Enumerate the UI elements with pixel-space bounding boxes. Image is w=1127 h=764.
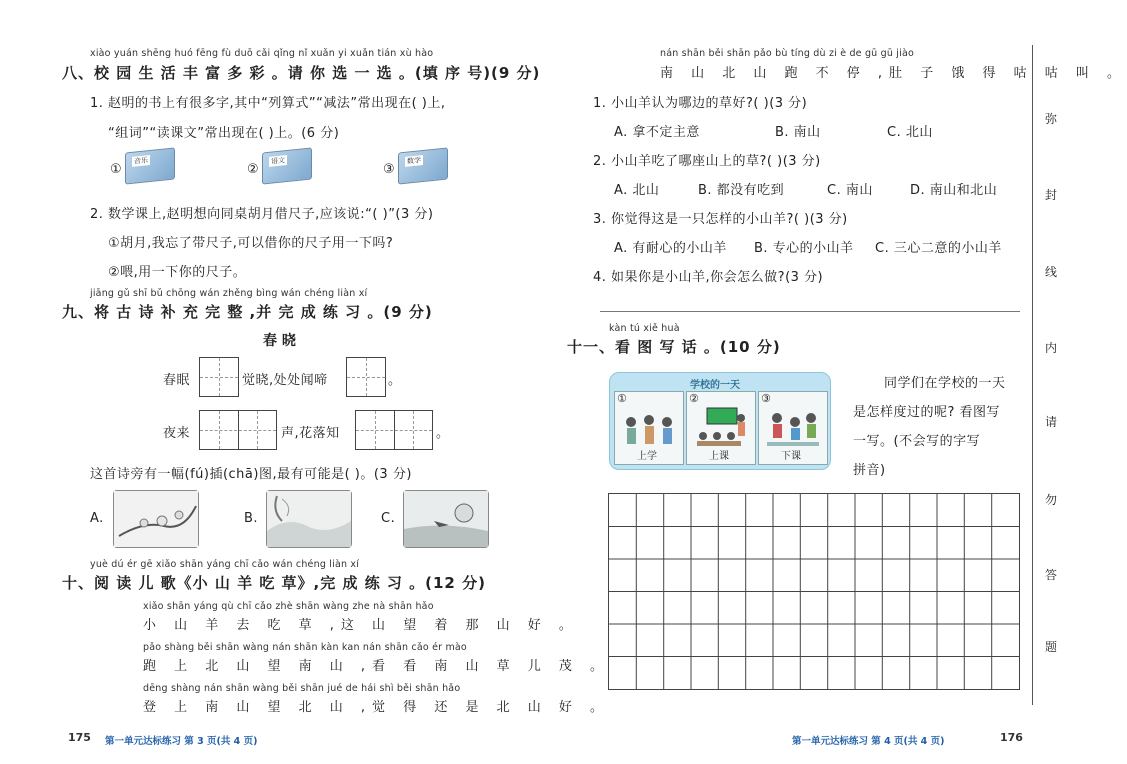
sec8-pinyin: xiào yuán shēng huó fēng fù duō cǎi qǐng nǐ xuǎn yi xuǎn tián xù hào <box>90 48 434 59</box>
grid-lines <box>609 494 1019 689</box>
playground-icon <box>765 408 821 448</box>
poem-line1-pre: 春眠 <box>163 373 191 388</box>
sec10-pinyin: yuè dú ér gē xiǎo shān yáng chī cǎo wán chéng liàn xí <box>90 559 360 570</box>
panel-label: 上课 <box>709 451 729 462</box>
side-text-4: 内 <box>1045 341 1058 355</box>
panel-arrive-image <box>614 391 684 465</box>
writing-grid[interactable] <box>608 493 1020 690</box>
q10-2-opt-b: B. 都没有吃到 <box>698 183 785 198</box>
book-label: 数学 <box>407 156 421 166</box>
option-b-label: B. <box>244 511 259 526</box>
book-label: 音乐 <box>134 156 148 166</box>
poem-line-2: 跑 上 北 山 望 南 山 ,看 看 南 山 草 儿 茂 。 <box>143 659 610 674</box>
panel-label: 下课 <box>781 451 801 462</box>
side-text-3: 线 <box>1045 265 1058 279</box>
q8-2-opt1: ①胡月,我忘了带尺子,可以借你的尺子用一下吗? <box>108 236 394 251</box>
blossom-branch-icon <box>114 491 198 547</box>
book-label: 语文 <box>271 156 285 166</box>
right-footer: 第一单元达标练习 第 4 页(共 4 页) <box>792 736 945 747</box>
sec10-title: 十、阅 读 儿 歌《小 山 羊 吃 草》,完 成 练 习 。(12 分) <box>62 574 486 592</box>
illustration-a-image[interactable] <box>113 490 199 548</box>
option-c-label: C. <box>381 511 396 526</box>
side-text-6: 勿 <box>1045 493 1058 507</box>
sec11-pinyin: kàn tú xiě huà <box>609 323 680 334</box>
book-chinese-image <box>262 147 312 184</box>
q10-1-opt-a: A. 拿不定主意 <box>614 125 700 140</box>
misty-landscape-icon <box>267 491 351 547</box>
sec9-pinyin: jiāng gǔ shī bǔ chōng wán zhěng bìng wán chéng liàn xí <box>90 288 368 299</box>
q10-2-opt-d: D. 南山和北山 <box>910 183 998 198</box>
poem-line1-mid: 觉晓,处处闻啼 <box>242 373 328 388</box>
lotus-pond-icon <box>404 491 488 547</box>
q8-2-opt2: ②喂,用一下你的尺子。 <box>108 265 247 280</box>
poem-line2-end: 。 <box>436 426 450 441</box>
left-page-number: 175 <box>68 731 91 744</box>
answer-box-1[interactable] <box>199 357 239 397</box>
book-music-image <box>125 147 175 184</box>
box-guide <box>356 430 432 431</box>
sec11-title: 十一、看 图 写 话 。(10 分) <box>567 338 781 356</box>
binding-line <box>1032 45 1033 705</box>
side-text-8: 题 <box>1045 640 1058 654</box>
q10-3-opt-c: C. 三心二意的小山羊 <box>875 241 1002 256</box>
q10-2-opt-a: A. 北山 <box>614 183 660 198</box>
box-guide <box>200 377 238 378</box>
school-day-picture <box>609 372 831 470</box>
writing-prompt-3: 一写。(不会写的字写 <box>853 434 981 449</box>
q10-3-opt-a: A. 有耐心的小山羊 <box>614 241 727 256</box>
q10-1-opt-b: B. 南山 <box>775 125 821 140</box>
q8-1-line1: 1. 赵明的书上有很多字,其中“列算式”“减法”常出现在( )上, <box>90 96 446 111</box>
sec8-title: 八、校 园 生 活 丰 富 多 彩 。请 你 选 一 选 。(填 序 号)(9 分) <box>62 64 541 82</box>
panel-class-image <box>686 391 756 465</box>
classroom-icon <box>693 406 749 450</box>
book-math-image <box>398 147 448 184</box>
picture-banner: 学校的一天 <box>690 380 740 391</box>
answer-box-2[interactable] <box>346 357 386 397</box>
panel-num: ② <box>689 392 699 405</box>
book-num-3: ③ <box>383 162 396 177</box>
side-text-1: 弥 <box>1045 112 1058 126</box>
q10-3: 3. 你觉得这是一只怎样的小山羊?( )(3 分) <box>593 212 848 227</box>
writing-prompt-4: 拼音) <box>853 463 886 478</box>
book-num-2: ② <box>247 162 260 177</box>
poem-line2-pre: 夜来 <box>163 426 191 441</box>
q10-1: 1. 小山羊认为哪边的草好?( )(3 分) <box>593 96 808 111</box>
illustration-c-image[interactable] <box>403 490 489 548</box>
poem-pinyin-4: nán shān běi shān pǎo bù tíng dù zi è de gū gū jiào <box>660 48 915 59</box>
poem-title: 春 晓 <box>263 333 296 349</box>
poem-line-3: 登 上 南 山 望 北 山 ,觉 得 还 是 北 山 好 。 <box>143 700 610 715</box>
poem-line1-end: 。 <box>388 373 402 388</box>
panel-break-image <box>758 391 828 465</box>
poem-line-4: 南 山 北 山 跑 不 停 ,肚 子 饿 得 咕 咕 叫 。 <box>660 66 1127 81</box>
answer-box-3[interactable] <box>199 410 277 450</box>
q10-1-opt-c: C. 北山 <box>887 125 933 140</box>
panel-num: ③ <box>761 392 771 405</box>
side-text-5: 请 <box>1045 415 1058 429</box>
q9-question: 这首诗旁有一幅(fú)插(chā)图,最有可能是( )。(3 分) <box>90 467 412 482</box>
writing-prompt-1: 同学们在学校的一天 <box>884 376 1006 391</box>
section-divider <box>600 311 1020 312</box>
poem-pinyin-1: xiǎo shān yáng qù chī cǎo zhè shān wàng zhe nà shān hǎo <box>143 601 434 612</box>
q10-3-opt-b: B. 专心的小山羊 <box>754 241 854 256</box>
right-page-number: 176 <box>1000 731 1023 744</box>
illustration-b-image[interactable] <box>266 490 352 548</box>
q8-2-line1: 2. 数学课上,赵明想向同桌胡月借尺子,应该说:“( )”(3 分) <box>90 207 434 222</box>
panel-num: ① <box>617 392 627 405</box>
book-num-1: ① <box>110 162 123 177</box>
panel-label: 上学 <box>637 451 657 462</box>
side-text-7: 答 <box>1045 568 1058 582</box>
q8-1-line2: “组词”“读课文”常出现在( )上。(6 分) <box>108 126 340 141</box>
poem-line-1: 小 山 羊 去 吃 草 ,这 山 望 着 那 山 好 。 <box>143 618 579 633</box>
poem-pinyin-2: pǎo shàng běi shān wàng nán shān kàn kan nán shān cǎo ér mào <box>143 642 467 653</box>
option-a-label: A. <box>90 511 104 526</box>
poem-pinyin-3: dēng shàng nán shān wàng běi shān jué de hái shì běi shān hǎo <box>143 683 461 694</box>
q10-2-opt-c: C. 南山 <box>827 183 873 198</box>
students-icon <box>621 410 677 450</box>
sec9-title: 九、将 古 诗 补 充 完 整 ,并 完 成 练 习 。(9 分) <box>62 303 433 321</box>
q10-4: 4. 如果你是小山羊,你会怎么做?(3 分) <box>593 270 824 285</box>
box-guide <box>347 377 385 378</box>
writing-prompt-2: 是怎样度过的呢? 看图写 <box>853 405 1001 420</box>
poem-line2-mid: 声,花落知 <box>281 426 340 441</box>
answer-box-4[interactable] <box>355 410 433 450</box>
q10-2: 2. 小山羊吃了哪座山上的草?( )(3 分) <box>593 154 821 169</box>
left-footer: 第一单元达标练习 第 3 页(共 4 页) <box>105 736 258 747</box>
side-text-2: 封 <box>1045 188 1058 202</box>
box-guide <box>200 430 276 431</box>
